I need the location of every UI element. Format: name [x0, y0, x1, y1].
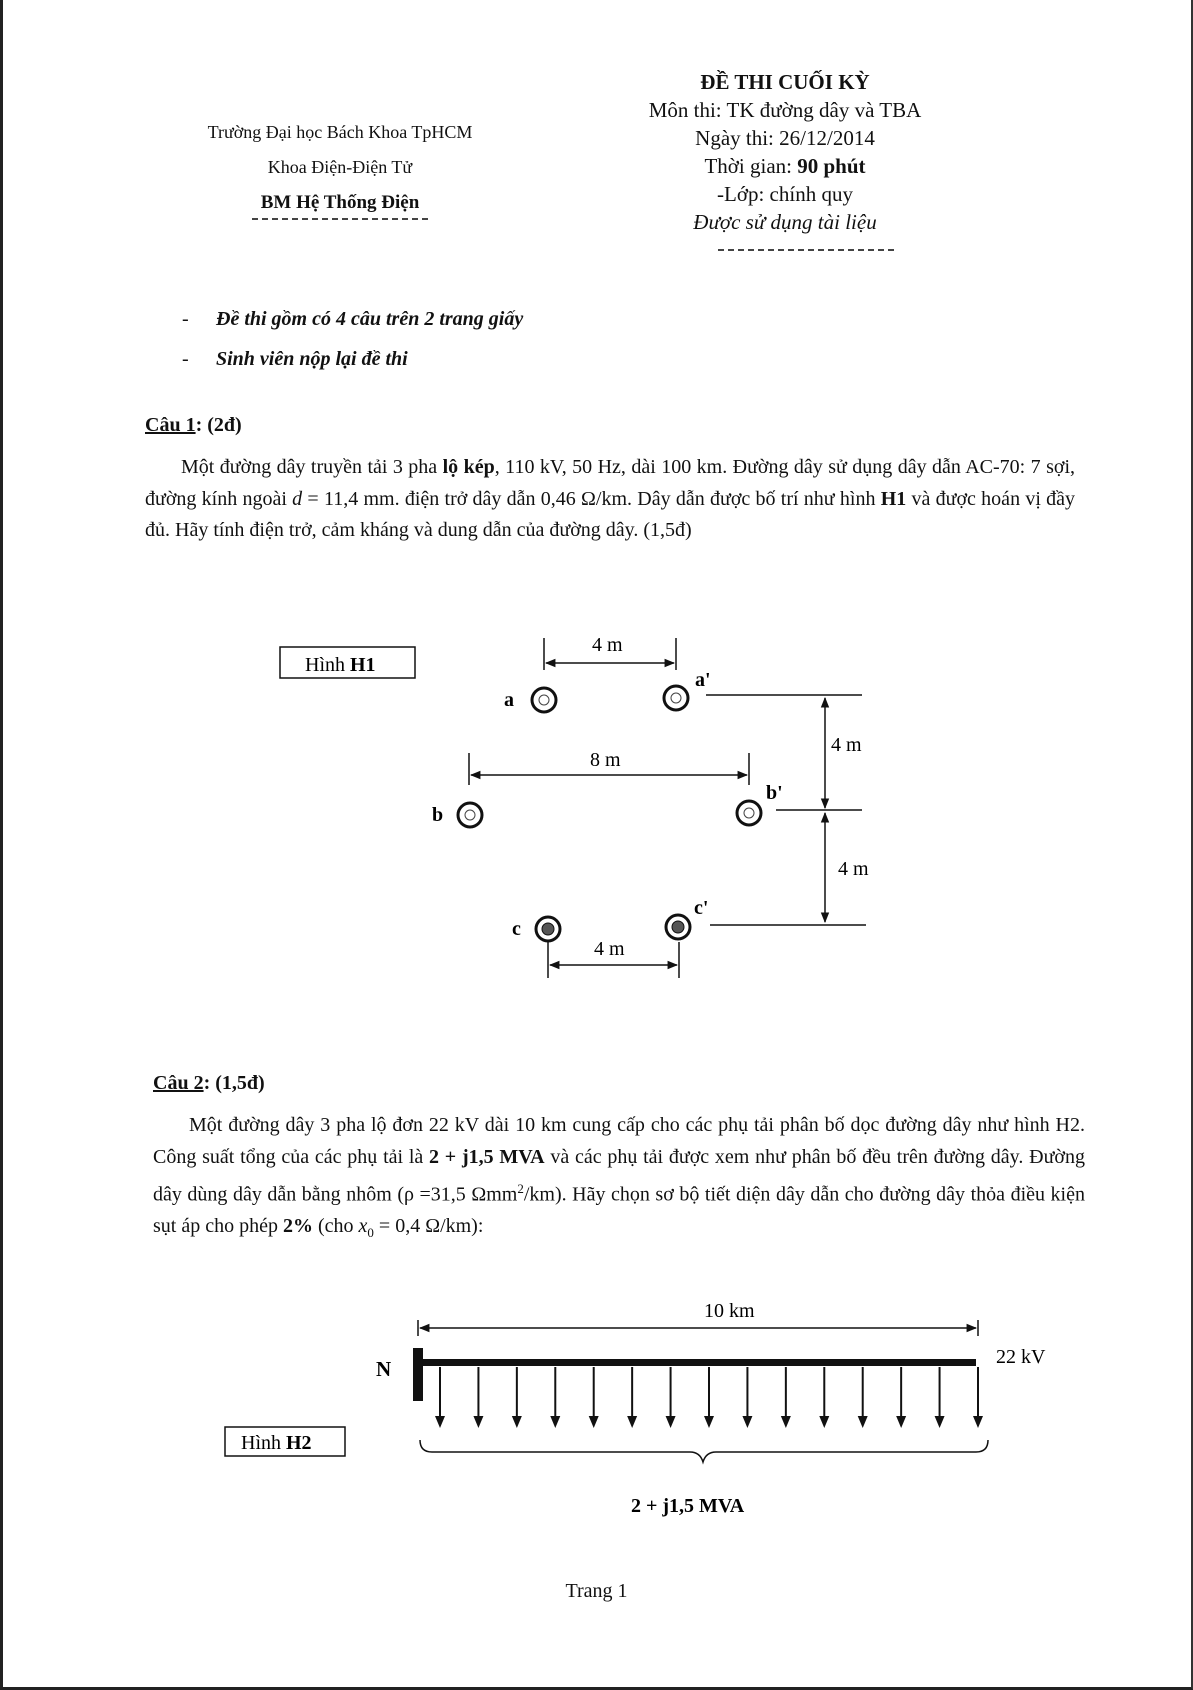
duration-label: Thời gian: [704, 154, 798, 178]
conductor-core [465, 810, 475, 820]
exam-duration [615, 154, 955, 179]
label-b: b [432, 804, 444, 826]
load-arrow-head [435, 1416, 445, 1428]
load-label: 2 + j1,5 MVA [631, 1495, 745, 1517]
load-arrow-head [704, 1416, 714, 1428]
q1-bold-word: lộ kép [442, 456, 495, 478]
question1-label: Câu 1 [145, 414, 196, 436]
q1-text-part: = 11,4 mm. điện trở dây dẫn 0,46 Ω/km. Dây dẫn được bố trí như hình [302, 487, 881, 510]
q2-text-part: và các phụ tải được xem như phân bố đều trên đường dây. Đường dây dùng dây dẫn bằng nhôm (ρ =31,5 Ωmm [153, 1145, 1086, 1206]
load-arrow-head [473, 1416, 483, 1428]
load-brace [420, 1440, 988, 1462]
load-arrow-head [627, 1416, 637, 1428]
question2-label: Câu 2 [153, 1072, 204, 1094]
duration-value: 90 phút [797, 154, 866, 178]
q2-x0-var: x [358, 1215, 368, 1238]
distributed-loads [435, 1367, 983, 1428]
load-arrow-head [742, 1416, 752, 1428]
q1-text-part: , 110 kV, 50 Hz, dài 100 km. Đường dây sử dụng dây dẫn AC-70: 7 sợi, đường kính ngoài [145, 456, 1076, 510]
load-arrow-head [858, 1416, 868, 1428]
exam-materials: Được sử dụng tài liệu [693, 210, 877, 234]
question1-points: : (2đ) [195, 414, 242, 436]
question2-points: : (1,5đ) [203, 1072, 265, 1094]
load-arrow-head [781, 1416, 791, 1428]
source-bus [413, 1348, 423, 1401]
label-b-prime: b' [766, 782, 783, 804]
q2-text-part: = 0,4 Ω/km): [373, 1215, 484, 1238]
dim-label-bottom: 4 m [594, 938, 625, 960]
header-divider-left [252, 218, 428, 220]
conductor-core [744, 808, 754, 818]
q2-text-part: (cho [312, 1215, 359, 1238]
question1-title [145, 414, 242, 437]
q2-text-part: Một đường dây 3 pha lộ đơn 22 kV dài 10 km cung cấp cho các phụ tải phân bố dọc đường dây như hình H2. Công suất tổng của các phụ tải là [153, 1114, 1085, 1168]
conductor-a [532, 688, 556, 712]
page-number: Trang 1 [565, 1580, 628, 1602]
q1-var-d: d [292, 487, 303, 510]
q1-text-part: Một đường dây truyền tải 3 pha [181, 456, 443, 478]
note-item: - Đề thi gồm có 4 câu trên 2 trang giấy [182, 308, 524, 330]
conductor-b [458, 803, 482, 827]
q2-drop-bold: 2% [282, 1215, 313, 1238]
dim-label-vert-lower: 4 m [838, 858, 869, 880]
question1-text [145, 452, 1075, 547]
note-text: Đề thi gồm có 4 câu trên 2 trang giấy [216, 308, 524, 330]
exam-class: -Lớp: chính quy [717, 182, 853, 206]
load-arrow-head [973, 1416, 983, 1428]
feeder-line [418, 1359, 976, 1366]
label-a-prime: a' [695, 669, 711, 691]
conductor-core [542, 923, 554, 935]
figure-h2-caption: Hình H2 [241, 1432, 312, 1454]
exam-subject: Môn thi: TK đường dây và TBA [648, 98, 922, 122]
q2-sup: 2 [517, 1181, 524, 1196]
load-arrow-head [935, 1416, 945, 1428]
note-item: - Sinh viên nộp lại đề thi [182, 348, 408, 370]
figure-h1 [0, 620, 1193, 1000]
question2-text [153, 1110, 1085, 1249]
q1-fig-ref: H1 [880, 487, 907, 510]
voltage-label: 22 kV [996, 1346, 1046, 1368]
q1-text-part: và được hoán vị đầy đủ. Hãy tính điện trở, cảm kháng và dung dẫn của đường dây. (1,5đ) [145, 487, 1075, 541]
conductor-a-prime [664, 686, 688, 710]
conductor-core [671, 693, 681, 703]
figure-h1-caption: Hình H1 [305, 654, 376, 676]
conductor-core [672, 921, 684, 933]
q2-text-part: /km). Hãy chọn sơ bộ tiết diện dây dẫn cho đường dây thỏa điều kiện sụt áp cho phép [153, 1183, 1085, 1238]
dim-label-top: 4 m [592, 634, 623, 656]
length-label: 10 km [704, 1300, 755, 1322]
load-arrow-head [896, 1416, 906, 1428]
load-arrow-head [589, 1416, 599, 1428]
university-name: Trường Đại học Bách Khoa TpHCM [207, 122, 473, 142]
conductor-core [539, 695, 549, 705]
conductor-b-prime [737, 801, 761, 825]
label-a: a [504, 689, 514, 711]
exam-date: Ngày thi: 26/12/2014 [695, 126, 875, 150]
load-arrow-head [819, 1416, 829, 1428]
dim-label-middle: 8 m [590, 749, 621, 771]
q2-x0-sub: 0 [367, 1225, 374, 1241]
question2-title [153, 1072, 265, 1095]
label-c-prime: c' [694, 897, 709, 919]
label-c: c [512, 918, 521, 940]
q2-load-bold: 2 + j1,5 MVA [429, 1145, 545, 1168]
header-divider-right [718, 249, 894, 251]
note-text: Sinh viên nộp lại đề thi [216, 348, 408, 370]
exam-title: ĐỀ THI CUỐI KỲ [700, 70, 870, 94]
load-arrow-head [550, 1416, 560, 1428]
faculty-name: Khoa Điện-Điện Tử [267, 157, 413, 177]
dim-label-vert-upper: 4 m [831, 734, 862, 756]
department-name: BM Hệ Thống Điện [260, 192, 420, 213]
load-arrow-head [512, 1416, 522, 1428]
figure-h2 [0, 1290, 1193, 1530]
node-label: N [376, 1357, 392, 1381]
load-arrow-head [666, 1416, 676, 1428]
